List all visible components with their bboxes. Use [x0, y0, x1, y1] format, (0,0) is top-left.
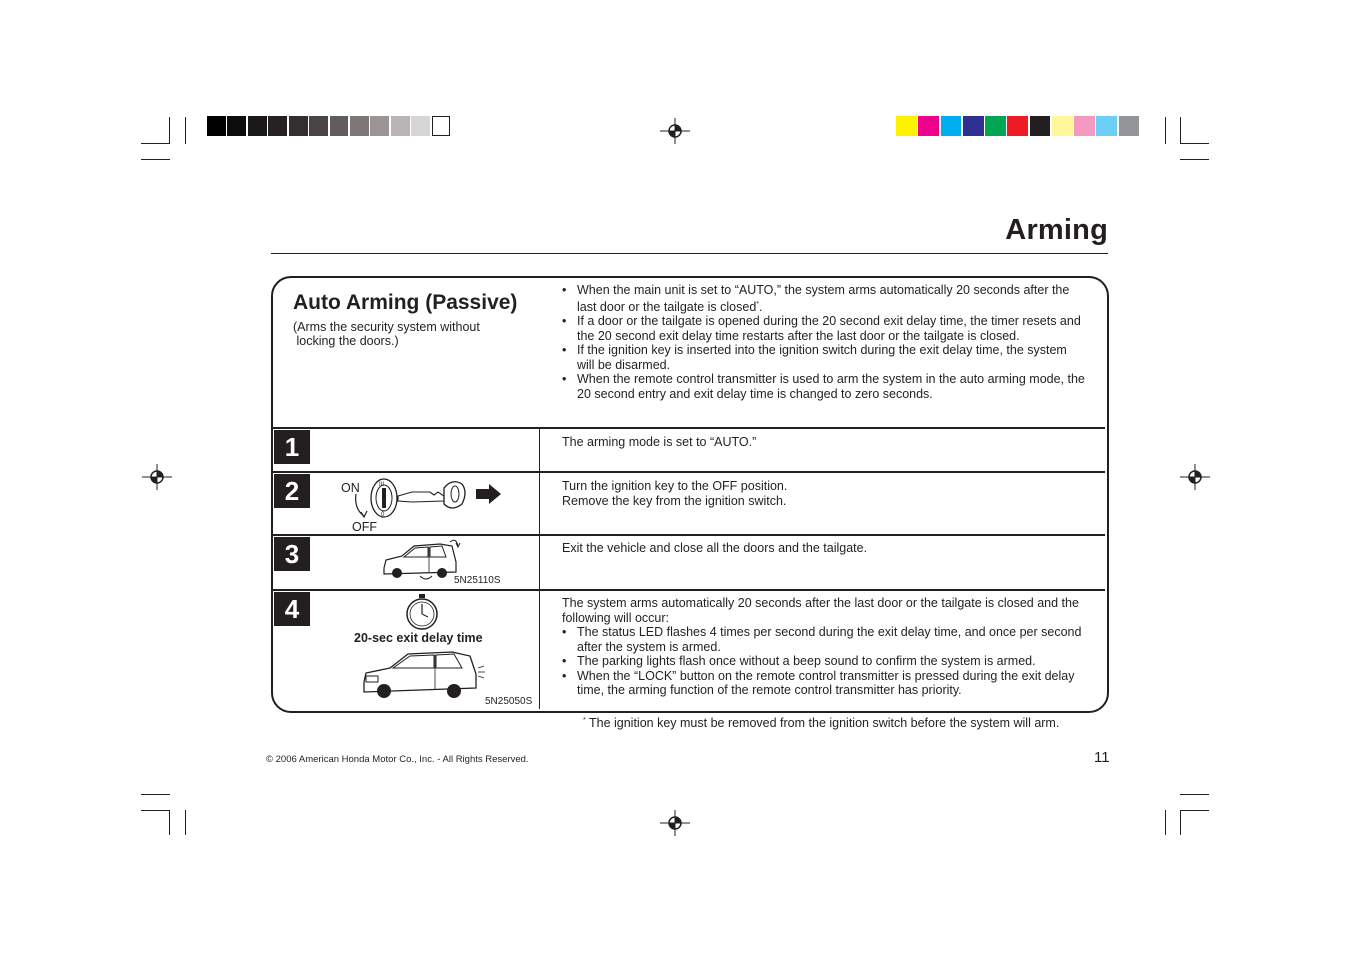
step-text — [562, 479, 1082, 508]
step-text-line: Turn the ignition key to the OFF position. — [562, 479, 788, 493]
step-text-line: Remove the key from the ignition switch. — [562, 493, 787, 508]
gray-swatch — [411, 116, 430, 136]
footnote-mark: * — [583, 717, 586, 724]
step-text: Exit the vehicle and close all the doors and the tailgate. — [562, 541, 868, 555]
ignition-key-icon — [352, 474, 507, 524]
color-swatch — [918, 116, 939, 136]
gray-swatch — [370, 116, 389, 136]
list-item: • The status LED flashes 4 times per second during the exit delay time, and once per second after the system is armed. — [562, 625, 1087, 654]
list-item: • When the remote control transmitter is used to arm the system in the auto arming mode, the 20 second entry and exit delay time is changed to zero seconds. — [562, 372, 1087, 401]
color-swatch — [963, 116, 984, 136]
figure-code: 5N25110S — [454, 575, 501, 586]
gray-swatch — [248, 116, 267, 136]
color-swatch — [1052, 116, 1073, 136]
list-item: • The parking lights flash once without a beep sound to confirm the system is armed. — [562, 654, 1087, 669]
page-title: Arming — [1005, 214, 1108, 246]
column-divider — [539, 429, 540, 709]
stopwatch-icon — [404, 593, 440, 631]
gray-swatch — [432, 116, 451, 136]
svg-text:III: III — [379, 482, 385, 488]
color-swatch — [985, 116, 1006, 136]
car-parking-lights-icon — [360, 646, 488, 704]
page-number: 11 — [1094, 749, 1110, 766]
gray-swatch — [289, 116, 308, 136]
gray-calibration-bar — [207, 116, 452, 137]
footnote-text: The ignition key must be removed from the ignition switch before the system will arm. — [588, 716, 1060, 730]
gray-swatch — [227, 116, 246, 136]
step-number: 1 — [274, 430, 310, 464]
step-number: 2 — [274, 474, 310, 508]
copyright: © 2006 American Honda Motor Co., Inc. - All Rights Reserved. — [266, 754, 529, 765]
row-divider — [273, 534, 1105, 536]
step-bullet-list — [562, 625, 1087, 698]
step-intro: The system arms automatically 20 seconds after the last door or the tailgate is closed and the following will occur: — [562, 596, 1079, 625]
step-number: 4 — [274, 592, 310, 626]
label-on: ON — [341, 481, 360, 495]
registration-mark-icon — [142, 464, 172, 490]
gray-swatch — [268, 116, 287, 136]
gray-swatch — [391, 116, 410, 136]
footnote — [583, 716, 1059, 730]
svg-text:0: 0 — [381, 512, 385, 518]
color-swatch — [1030, 116, 1051, 136]
figure-code: 5N25050S — [485, 696, 533, 707]
section-bullet-list — [562, 283, 1087, 401]
registration-mark-icon — [660, 118, 690, 144]
list-item: • When the main unit is set to “AUTO,” the system arms automatically 20 seconds after the last door or the tailgate is closed*. — [562, 283, 1087, 314]
section-title: Auto Arming (Passive) — [293, 291, 518, 314]
gray-swatch — [330, 116, 349, 136]
step-number: 3 — [274, 537, 310, 571]
color-swatch — [1007, 116, 1028, 136]
title-rule — [271, 253, 1108, 254]
color-calibration-bar — [896, 116, 1141, 137]
row-divider — [273, 471, 1105, 473]
list-item: • If a door or the tailgate is opened during the 20 second exit delay time, the timer resets and the 20 second exit delay time restarts after the last door or the tailgate is closed. — [562, 314, 1087, 343]
car-doors-closed-icon — [380, 538, 465, 584]
row-divider — [273, 589, 1105, 591]
label-off: OFF — [352, 520, 377, 534]
color-swatch — [941, 116, 962, 136]
registration-mark-icon — [660, 810, 690, 836]
gray-swatch — [207, 116, 226, 136]
row-divider — [273, 427, 1105, 429]
gray-swatch — [309, 116, 328, 136]
figure-caption: 20-sec exit delay time — [354, 631, 483, 645]
step-text: The arming mode is set to “AUTO.” — [562, 435, 757, 449]
color-swatch — [1096, 116, 1117, 136]
gray-swatch — [350, 116, 369, 136]
list-item: • If the ignition key is inserted into the ignition switch during the exit delay time, the system will be disarmed. — [562, 343, 1087, 372]
step-text — [562, 596, 1087, 625]
color-swatch — [1119, 116, 1140, 136]
section-subtitle: (Arms the security system without locking the doors.) — [293, 320, 480, 348]
registration-mark-icon — [1180, 464, 1210, 490]
color-swatch — [896, 116, 917, 136]
list-item: • When the “LOCK” button on the remote control transmitter is pressed during the exit delay time, the arming function of the remote control transmitter has priority. — [562, 669, 1087, 698]
color-swatch — [1074, 116, 1095, 136]
